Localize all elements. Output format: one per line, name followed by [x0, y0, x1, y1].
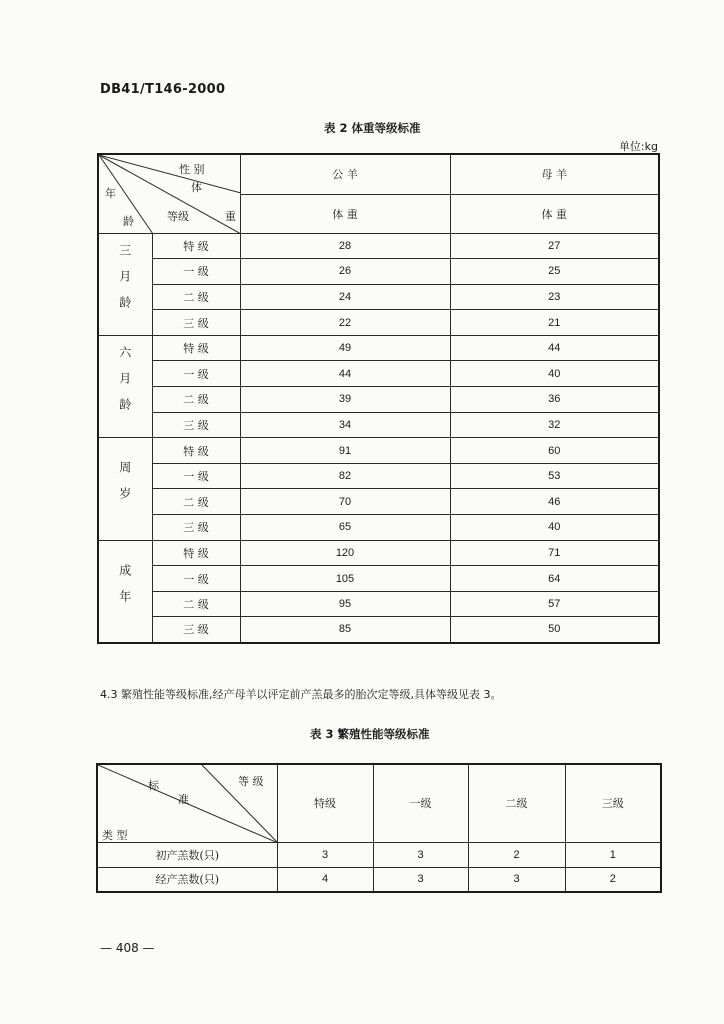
table-row: [98, 259, 659, 285]
unit-label: 单位:kg: [618, 140, 658, 153]
corner-age2-label: 龄: [123, 215, 134, 228]
grade-cell: 特 级: [152, 233, 240, 259]
table-cell: 1: [565, 842, 661, 867]
corner-type-label: 类 型: [102, 829, 128, 842]
age-group-label: 周岁: [117, 461, 132, 514]
age-group-cell: [98, 438, 152, 540]
table-row: [98, 233, 659, 259]
table-row: [98, 515, 659, 541]
grade-cell: 二 级: [152, 591, 240, 617]
grade-cell: 三 级: [152, 617, 240, 643]
table-cell: 3: [373, 867, 468, 892]
table-row: [98, 412, 659, 438]
weight-grade-table: [97, 153, 660, 644]
table-cell: 3: [373, 842, 468, 867]
ewe-weight-subheader: 体 重: [450, 194, 659, 233]
table3-corner-cell: [97, 764, 277, 842]
table-row: [98, 566, 659, 592]
corner-weight-label: 重: [225, 210, 236, 223]
corner-age-label: 年: [105, 187, 116, 200]
grade-cell: 二 级: [152, 387, 240, 413]
ram-weight-cell: 91: [240, 438, 450, 464]
grade-cell: 特 级: [152, 540, 240, 566]
ewe-weight-cell: 40: [450, 361, 659, 387]
age-group-label: 成年: [117, 563, 132, 616]
ram-weight-cell: 44: [240, 361, 450, 387]
ram-weight-cell: 105: [240, 566, 450, 592]
table-cell: 2: [468, 842, 565, 867]
grade-cell: 三 级: [152, 515, 240, 541]
page-number: — 408 —: [100, 941, 155, 955]
table-row: [98, 617, 659, 643]
grade-col-special: 特级: [277, 764, 373, 842]
ram-weight-cell: 24: [240, 284, 450, 310]
table-row: [98, 310, 659, 336]
ewe-weight-cell: 21: [450, 310, 659, 336]
grade-col-second: 二级: [468, 764, 565, 842]
ram-header: 公 羊: [240, 154, 450, 194]
grade-cell: 三 级: [152, 310, 240, 336]
row-label-multi-birth: 经产羔数(只): [97, 867, 277, 892]
table-row: [98, 463, 659, 489]
grade-cell: 一 级: [152, 361, 240, 387]
grade-cell: 二 级: [152, 284, 240, 310]
grade-cell: 一 级: [152, 463, 240, 489]
ewe-weight-cell: 64: [450, 566, 659, 592]
ram-weight-cell: 85: [240, 617, 450, 643]
age-group-label: 三月龄: [117, 243, 132, 322]
ewe-weight-cell: 23: [450, 284, 659, 310]
table-row: [98, 284, 659, 310]
ewe-weight-cell: 60: [450, 438, 659, 464]
table-row: [98, 591, 659, 617]
age-group-cell: [98, 233, 152, 335]
grade-cell: 一 级: [152, 259, 240, 285]
ewe-weight-cell: 32: [450, 412, 659, 438]
ram-weight-cell: 65: [240, 515, 450, 541]
ewe-weight-cell: 53: [450, 463, 659, 489]
document-code: DB41/T146-2000: [100, 82, 226, 97]
ram-weight-cell: 26: [240, 259, 450, 285]
table-cell: 4: [277, 867, 373, 892]
table-row: [98, 361, 659, 387]
table2-caption: 表 2 体重等级标准: [324, 121, 421, 135]
ewe-weight-cell: 27: [450, 233, 659, 259]
corner-sex-label: 性 别: [179, 163, 205, 176]
table-cell: 3: [468, 867, 565, 892]
ewe-weight-cell: 44: [450, 335, 659, 361]
reproduction-grade-table: [96, 763, 662, 893]
age-group-label: 六月龄: [117, 346, 132, 425]
corner-std-label: 标: [148, 779, 159, 792]
grade-cell: 三 级: [152, 412, 240, 438]
ram-weight-cell: 49: [240, 335, 450, 361]
ram-weight-cell: 39: [240, 387, 450, 413]
age-group-cell: [98, 335, 152, 437]
table3-caption: 表 3 繁殖性能等级标准: [310, 727, 430, 741]
ram-weight-cell: 28: [240, 233, 450, 259]
ram-weight-cell: 22: [240, 310, 450, 336]
grade-cell: 一 级: [152, 566, 240, 592]
ram-weight-cell: 70: [240, 489, 450, 515]
ewe-weight-cell: 71: [450, 540, 659, 566]
ewe-weight-cell: 57: [450, 591, 659, 617]
corner-body-label: 体: [191, 181, 202, 194]
ewe-weight-cell: 46: [450, 489, 659, 515]
ram-weight-cell: 120: [240, 540, 450, 566]
ewe-weight-cell: 25: [450, 259, 659, 285]
age-group-cell: [98, 540, 152, 642]
grade-cell: 二 级: [152, 489, 240, 515]
table-row: [98, 438, 659, 464]
grade-cell: 特 级: [152, 335, 240, 361]
corner-grade-label: 等 级: [238, 775, 264, 788]
ram-weight-cell: 82: [240, 463, 450, 489]
ram-weight-cell: 95: [240, 591, 450, 617]
ewe-weight-cell: 40: [450, 515, 659, 541]
ram-weight-cell: 34: [240, 412, 450, 438]
corner-std2-label: 准: [178, 793, 189, 806]
grade-col-third: 三级: [565, 764, 661, 842]
table-row: [98, 387, 659, 413]
ewe-weight-cell: 36: [450, 387, 659, 413]
table-row: [98, 489, 659, 515]
table-row: [98, 540, 659, 566]
table-row: [98, 335, 659, 361]
ram-weight-subheader: 体 重: [240, 194, 450, 233]
table-cell: 2: [565, 867, 661, 892]
row-label-first-birth: 初产羔数(只): [97, 842, 277, 867]
ewe-header: 母 羊: [450, 154, 659, 194]
table-cell: 3: [277, 842, 373, 867]
grade-cell: 特 级: [152, 438, 240, 464]
ewe-weight-cell: 50: [450, 617, 659, 643]
table2-corner-cell: [98, 154, 240, 233]
grade-col-first: 一级: [373, 764, 468, 842]
corner-grade-label: 等级: [167, 210, 189, 223]
section-paragraph: 4.3 繁殖性能等级标准,经产母羊以评定前产羔最多的胎次定等级,具体等级见表 3。: [100, 688, 502, 701]
